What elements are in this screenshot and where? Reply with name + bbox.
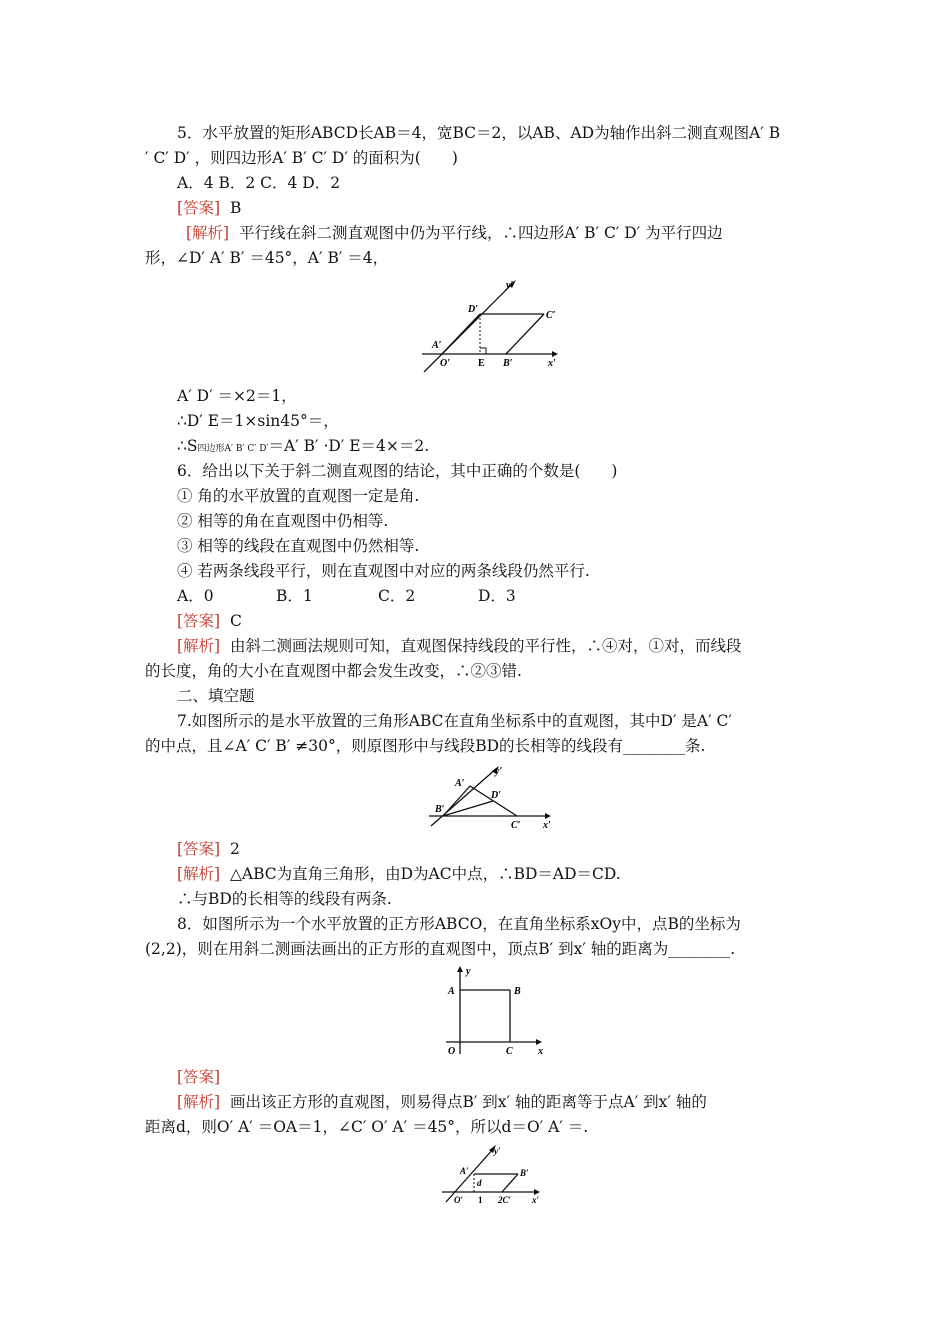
area-symbol: ∴S <box>177 437 198 455</box>
q5-after-line1: A′ D′ ＝×2＝1， <box>177 387 297 405</box>
q5-answer-line <box>177 197 241 219</box>
q6-statement-4: ④ 若两条线段平行，则在直观图中对应的两条线段仍然平行. <box>177 562 590 580</box>
answer-tag: [答案] <box>177 199 221 217</box>
label-d: d <box>477 1178 482 1188</box>
answer-tag: [答案] <box>177 1068 221 1086</box>
label-d: D′ <box>491 790 502 801</box>
analysis-tag: [解析] <box>177 1093 221 1111</box>
q8-answer-line <box>177 1066 220 1088</box>
analysis-text: △ABC为直角三角形，由D为AC中点，∴BD＝AD＝CD. <box>229 865 621 883</box>
q7-answer-line <box>177 838 240 860</box>
label-o: O′ <box>454 1195 464 1205</box>
label-a: A′ <box>432 340 442 351</box>
q5-analysis-line2: 形，∠D′ A′ B′ ＝45°，A′ B′ ＝4， <box>145 249 389 267</box>
label-x: x′ <box>543 820 551 831</box>
q6-option-a: A．0 <box>177 587 214 605</box>
label-o: O <box>448 1046 456 1057</box>
q6-statement-1: ① 角的水平放置的直观图一定是角. <box>177 487 420 505</box>
q5-analysis-line1 <box>186 222 723 244</box>
q6-option-d: D．3 <box>478 587 516 605</box>
label-y: y′ <box>495 766 503 777</box>
answer-tag: [答案] <box>177 840 221 858</box>
label-b: B′ <box>503 358 513 369</box>
answer-value: 2 <box>229 840 240 858</box>
analysis-text: 由斜二测画法规则可知，直观图保持线段的平行性，∴④对，①对，而线段 <box>229 637 742 655</box>
q7-stem-line2: 的中点，且∠A′ C′ B′ ≠30°，则原图形中与线段BD的长相等的线段有________条. <box>145 737 706 755</box>
figure-parallelogram <box>418 276 568 376</box>
q8-analysis-line1 <box>177 1091 707 1113</box>
label-c: 2C′ <box>498 1195 512 1205</box>
q5-after-line2: ∴D′ E＝1×sin45°＝， <box>177 412 339 430</box>
q8-stem-line2: (2,2)，则在用斜二测画法画出的正方形的直观图中，顶点B′ 到x′ 轴的距离为________. <box>145 940 736 958</box>
label-x: x <box>538 1046 543 1057</box>
label-e: E <box>478 358 485 369</box>
q6-answer-line <box>177 610 242 632</box>
analysis-tag: [解析] <box>177 865 221 883</box>
label-x: x′ <box>532 1195 540 1205</box>
q7-stem-line1: 7.如图所示的是水平放置的三角形ABC在直角坐标系中的直观图，其中D′ 是A′ C′ <box>177 712 732 730</box>
label-c: C′ <box>511 820 521 831</box>
area-formula: ＝A′ B′ ·D′ E＝4×＝2. <box>268 437 430 455</box>
y-axis-arrow <box>457 966 463 972</box>
q5-stem-line2: ′ C′ D′ ，则四边形A′ B′ C′ D′ 的面积为( ) <box>145 149 458 167</box>
analysis-tag: [解析] <box>177 637 221 655</box>
side-bc <box>502 1174 518 1192</box>
figure-square <box>418 962 553 1062</box>
label-y: y′ <box>494 1146 501 1156</box>
side-cb <box>506 314 544 354</box>
answer-value: B <box>229 199 242 217</box>
q6-option-b: B．1 <box>276 587 313 605</box>
q7-analysis-line2: ∴与BD的长相等的线段有两条. <box>177 890 392 908</box>
x-axis-arrow <box>536 1039 542 1045</box>
label-b: B <box>514 986 521 997</box>
q6-statement-2: ② 相等的角在直观图中仍相等. <box>177 512 389 530</box>
analysis-text: 画出该正方形的直观图，则易得点B′ 到x′ 轴的距离等于点A′ 到x′ 轴的 <box>229 1093 707 1111</box>
x-axis-arrow <box>552 351 558 357</box>
area-subscript: 四边形A′ B′ C′ D′ <box>197 444 269 454</box>
q5-after-line3 <box>177 435 429 460</box>
q6-option-c: C．2 <box>378 587 416 605</box>
label-a: A′ <box>455 778 465 789</box>
q6-stem: 6．给出以下关于斜二测直观图的结论，其中正确的个数是( ) <box>177 462 618 480</box>
section-heading: 二、填空题 <box>177 687 255 705</box>
q7-analysis-line1 <box>177 863 621 885</box>
y-axis <box>424 282 514 372</box>
analysis-text: 平行线在斜二测直观图中仍为平行线，∴四边形A′ B′ C′ D′ 为平行四边 <box>238 224 723 242</box>
label-a: A′ <box>460 1166 469 1176</box>
side-ad <box>442 314 480 354</box>
label-b: B′ <box>435 804 445 815</box>
y-axis <box>446 1148 494 1202</box>
label-o: O′ <box>440 358 451 369</box>
q6-analysis-line2: 的长度，角的大小在直观图中都会发生改变，∴②③错. <box>145 662 522 680</box>
figure-oblique-square <box>438 1140 548 1208</box>
label-d: D′ <box>468 304 479 315</box>
x-axis-arrow <box>545 813 551 819</box>
label-a: A <box>448 986 455 997</box>
q5-stem-line1: 5．水平放置的矩形ABCD长AB＝4，宽BC＝2，以AB、AD为轴作出斜二测直观图A′ B <box>177 124 781 142</box>
right-angle-mark <box>480 348 486 354</box>
q8-stem-line1: 8．如图所示为一个水平放置的正方形ABCO，在直角坐标系xOy中，点B的坐标为 <box>177 915 741 933</box>
label-b: B′ <box>520 1168 529 1178</box>
label-x: x′ <box>548 358 556 369</box>
label-c: C <box>506 1046 513 1057</box>
figure-triangle <box>425 762 560 832</box>
label-y: y <box>466 966 471 977</box>
answer-value: C <box>229 612 242 630</box>
q6-analysis-line1 <box>177 635 741 657</box>
q5-options: A．4 B．2 C．4 D．2 <box>177 174 341 192</box>
label-c: C′ <box>546 310 556 321</box>
q8-analysis-line2: 距离d，则O′ A′ ＝OA＝1，∠C′ O′ A′ ＝45°，所以d＝O′ A′ ＝. <box>145 1118 589 1136</box>
analysis-tag: [解析] <box>186 224 230 242</box>
label-y: y′ <box>506 280 514 291</box>
label-one: 1 <box>478 1195 483 1205</box>
answer-tag: [答案] <box>177 612 221 630</box>
q6-statement-3: ③ 相等的线段在直观图中仍然相等. <box>177 537 420 555</box>
